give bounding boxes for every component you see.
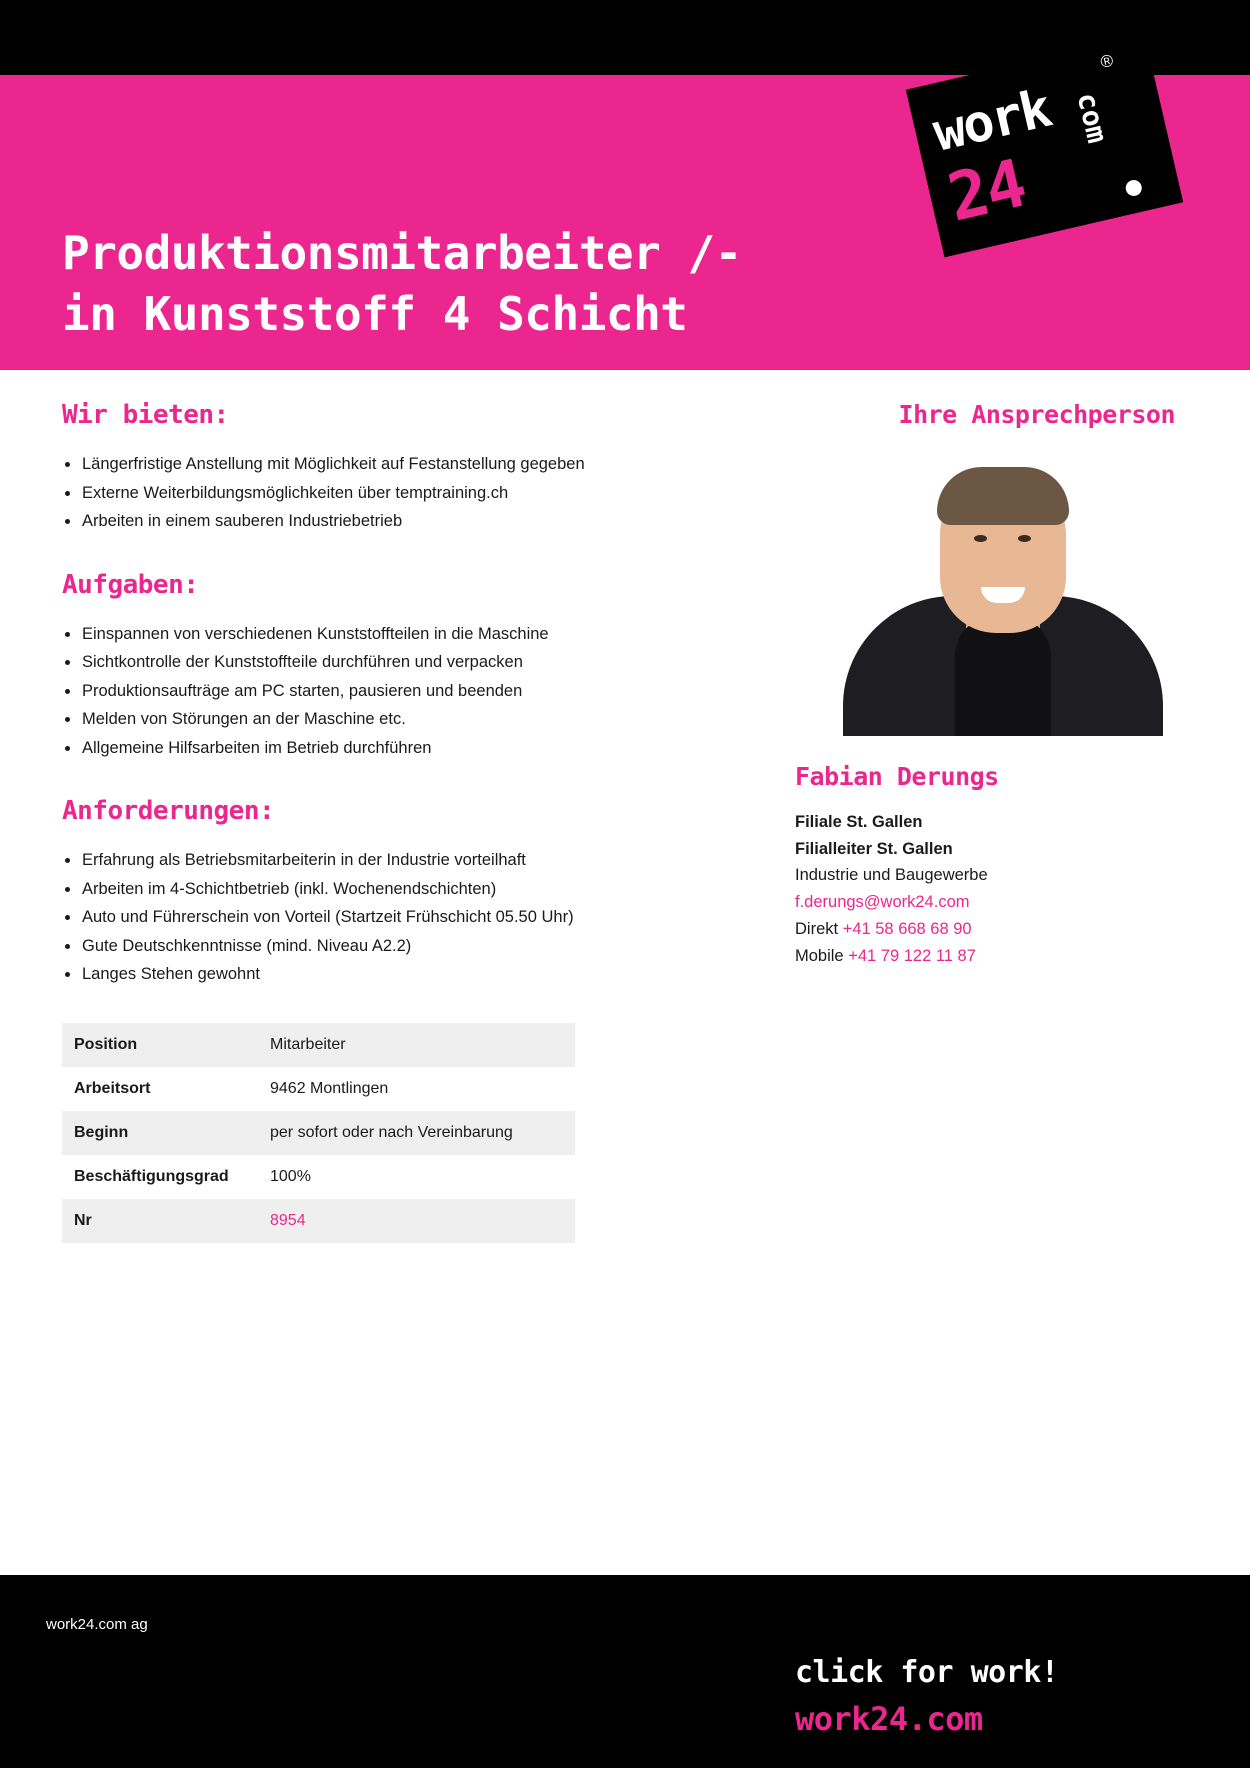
list-item: Arbeiten in einem sauberen Industriebetrieb	[62, 507, 682, 536]
section-requirements-heading: Anforderungen:	[62, 796, 275, 827]
table-cell-value: 9462 Montlingen	[270, 1079, 389, 1097]
avatar-eye-right	[1018, 535, 1031, 542]
registered-icon: ®	[1098, 50, 1116, 72]
contact-details	[795, 809, 1175, 969]
list-item: Sichtkontrolle der Kunststoffteile durchführen und verpacken	[62, 648, 682, 677]
table-cell-key: Arbeitsort	[74, 1079, 151, 1097]
table-cell-value: per sofort oder nach Vereinbarung	[270, 1123, 513, 1141]
page-title-line1: Produktionsmitarbeiter /-	[62, 226, 742, 280]
list-item: Externe Weiterbildungsmöglichkeiten über temptraining.ch	[62, 479, 682, 508]
logo-word: work	[927, 78, 1056, 164]
contact-role: Filialleiter St. Gallen	[795, 839, 953, 858]
logo-domain: com	[1070, 89, 1115, 147]
avatar-shirt	[955, 616, 1051, 736]
list-item: Auto und Führerschein von Vorteil (Startzeit Frühschicht 05.50 Uhr)	[62, 903, 682, 932]
footer-company: work24.com ag	[46, 1616, 148, 1633]
list-item: Allgemeine Hilfsarbeiten im Betrieb durchführen	[62, 734, 682, 763]
footer-bar	[0, 1575, 1250, 1768]
list-item: Melden von Störungen an der Maschine etc.	[62, 705, 682, 734]
job-info-table	[62, 1023, 575, 1243]
footer-cta: click for work!	[795, 1655, 1059, 1690]
contact-mobile-link[interactable]: +41 79 122 11 87	[848, 946, 976, 965]
section-requirements-list	[62, 846, 682, 989]
page-title-line2: in Kunststoff 4 Schicht	[62, 286, 688, 341]
logo-number: 24	[940, 144, 1032, 237]
table-row	[62, 1067, 575, 1111]
table-cell-value: 100%	[270, 1167, 311, 1185]
table-cell-value: Mitarbeiter	[270, 1035, 346, 1053]
work24-logo[interactable]	[910, 22, 1190, 272]
section-tasks-list	[62, 620, 682, 763]
table-row	[62, 1111, 575, 1155]
list-item: Gute Deutschkenntnisse (mind. Niveau A2.2)	[62, 932, 682, 961]
contact-department: Industrie und Baugewerbe	[795, 866, 988, 885]
list-item: Längerfristige Anstellung mit Möglichkeit auf Festanstellung gegeben	[62, 450, 682, 479]
avatar	[830, 451, 1175, 736]
table-row	[62, 1155, 575, 1199]
list-item: Erfahrung als Betriebsmitarbeiterin in der Industrie vorteilhaft	[62, 846, 682, 875]
section-tasks-heading: Aufgaben:	[62, 569, 199, 600]
list-item: Arbeiten im 4-Schichtbetrieb (inkl. Wochenendschichten)	[62, 875, 682, 904]
table-row	[62, 1199, 575, 1243]
table-cell-key: Position	[74, 1035, 138, 1053]
section-requirements	[62, 796, 682, 989]
section-offer-heading: Wir bieten:	[62, 400, 229, 430]
table-cell-key: Beschäftigungsgrad	[74, 1167, 229, 1185]
page-title	[62, 223, 892, 344]
section-offer	[62, 400, 682, 536]
right-column	[795, 400, 1175, 969]
contact-heading: Ihre Ansprechperson	[898, 400, 1175, 429]
contact-branch: Filiale St. Gallen	[795, 813, 923, 831]
table-cell-key: Beginn	[74, 1123, 129, 1141]
list-item: Einspannen von verschiedenen Kunststoffteilen in die Maschine	[62, 620, 682, 649]
table-row	[62, 1023, 575, 1067]
list-item: Langes Stehen gewohnt	[62, 960, 682, 989]
contact-mobile-row	[795, 943, 1175, 970]
table-cell-key: Nr	[74, 1211, 92, 1229]
contact-email-link[interactable]: f.derungs@work24.com	[795, 893, 970, 912]
footer-url-link[interactable]: work24.com	[795, 1700, 983, 1738]
contact-mobile-label: Mobile	[795, 946, 844, 965]
list-item: Produktionsaufträge am PC starten, pausieren und beenden	[62, 677, 682, 706]
logo-box	[906, 35, 1183, 258]
contact-phone-link[interactable]: +41 58 668 68 90	[842, 919, 972, 938]
avatar-eye-left	[974, 535, 987, 542]
avatar-hair	[937, 467, 1069, 525]
contact-name: Fabian Derungs	[795, 762, 999, 791]
contact-phone-label: Direkt	[795, 919, 839, 938]
section-offer-list	[62, 450, 682, 536]
section-tasks	[62, 570, 682, 763]
contact-phone-row	[795, 916, 1175, 943]
logo-dot-icon	[1124, 178, 1143, 197]
table-cell-value-job-number: 8954	[270, 1211, 306, 1229]
left-column	[62, 400, 682, 1243]
